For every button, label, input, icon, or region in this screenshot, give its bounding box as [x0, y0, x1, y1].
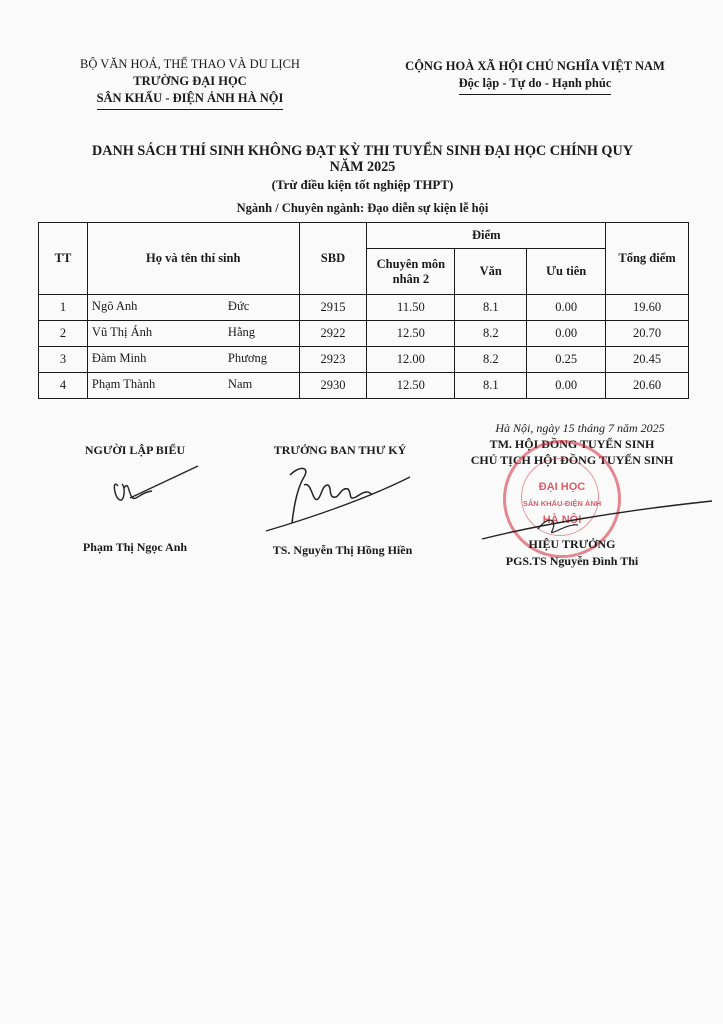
cell-uu-tien: 0.25 — [527, 347, 606, 373]
header-uu-tien: Ưu tiên — [527, 249, 606, 295]
cell-last-name: Phạm Thành — [91, 377, 156, 391]
cell-van: 8.1 — [455, 295, 527, 321]
secretary-name: TS. Nguyễn Thị Hồng Hiền — [272, 543, 413, 557]
header-diem: Điểm — [367, 223, 606, 249]
title-line1: DANH SÁCH THÍ SINH KHÔNG ĐẠT KỲ THI TUYỂN SINH ĐẠI HỌC CHÍNH QUY — [92, 143, 633, 159]
cell-name — [87, 347, 299, 373]
major-label: Ngành / Chuyên ngành: Đạo diễn sự kiện lễ hội — [236, 201, 489, 215]
header-tong: Tổng điểm — [606, 223, 689, 295]
document-title — [40, 143, 685, 175]
cell-sbd: 2915 — [299, 295, 367, 321]
header-van: Văn — [455, 249, 527, 295]
cell-sbd: 2923 — [299, 347, 367, 373]
cell-uu-tien: 0.00 — [527, 321, 606, 347]
ministry-name: BỘ VĂN HOÁ, THỂ THAO VÀ DU LỊCH — [80, 57, 300, 71]
table-row — [39, 321, 689, 347]
republic-name: CỘNG HOÀ XÃ HỘI CHỦ NGHĨA VIỆT NAM — [405, 59, 665, 73]
cell-tong: 20.70 — [606, 321, 689, 347]
rector-title: HIỆU TRƯỞNG — [528, 537, 616, 551]
title-line2: NĂM 2025 — [329, 159, 396, 175]
cell-last-name: Ngô Anh — [91, 299, 138, 313]
stamp-line1: ĐẠI HỌC — [538, 481, 586, 493]
preparer-name: Phạm Thị Ngọc Anh — [82, 540, 188, 554]
cell-tt: 3 — [39, 347, 88, 373]
table-row — [39, 373, 689, 399]
table-row — [39, 295, 689, 321]
cell-name — [87, 295, 299, 321]
cell-sbd: 2922 — [299, 321, 367, 347]
cell-first-name: Đức — [227, 299, 250, 313]
table-row — [39, 347, 689, 373]
cell-uu-tien: 0.00 — [527, 373, 606, 399]
date-line: Hà Nội, ngày 15 tháng 7 năm 2025 — [495, 421, 665, 435]
rector-name: PGS.TS Nguyễn Đình Thi — [505, 554, 639, 568]
cell-uu-tien: 0.00 — [527, 295, 606, 321]
cell-chuyen-mon: 11.50 — [367, 295, 455, 321]
cell-tt: 1 — [39, 295, 88, 321]
cell-last-name: Vũ Thị Ánh — [91, 325, 153, 339]
cell-van: 8.2 — [455, 321, 527, 347]
cell-first-name: Hằng — [227, 325, 255, 339]
school-name-line2: SÂN KHẤU - ĐIỆN ẢNH HÀ NỘI — [97, 90, 284, 110]
preparer-title: NGƯỜI LẬP BIỂU — [84, 443, 186, 457]
cell-tong: 19.60 — [606, 295, 689, 321]
cell-chuyen-mon: 12.00 — [367, 347, 455, 373]
cell-last-name: Đàm Minh — [91, 351, 147, 365]
national-header — [385, 58, 685, 95]
cell-tong: 20.60 — [606, 373, 689, 399]
cell-tt: 4 — [39, 373, 88, 399]
secretary-signature — [260, 455, 420, 535]
header-chuyen-mon: Chuyên môn nhân 2 — [367, 249, 455, 295]
school-name-line1: TRƯỜNG ĐẠI HỌC — [133, 74, 247, 88]
secretary-title: TRƯỞNG BAN THƯ KÝ — [273, 443, 407, 457]
cell-sbd: 2930 — [299, 373, 367, 399]
header-tt: TT — [39, 223, 88, 295]
council-line2: CHỦ TỊCH HỘI ĐỒNG TUYỂN SINH — [470, 453, 674, 467]
cell-tong: 20.45 — [606, 347, 689, 373]
cell-name — [87, 321, 299, 347]
results-table — [38, 222, 689, 399]
title-note: (Trừ điều kiện tốt nghiệp THPT) — [271, 177, 454, 192]
header-name: Họ và tên thí sinh — [87, 223, 299, 295]
stamp-line2: SÂN KHẤU-ĐIỆN ẢNH — [522, 499, 602, 508]
cell-chuyen-mon: 12.50 — [367, 373, 455, 399]
cell-chuyen-mon: 12.50 — [367, 321, 455, 347]
council-line1: TM. HỘI ĐỒNG TUYỂN SINH — [489, 437, 655, 451]
cell-van: 8.2 — [455, 347, 527, 373]
cell-tt: 2 — [39, 321, 88, 347]
cell-first-name: Nam — [227, 377, 253, 391]
cell-name — [87, 373, 299, 399]
preparer-signature — [100, 458, 210, 508]
header-sbd: SBD — [299, 223, 367, 295]
cell-first-name: Phương — [227, 351, 268, 365]
national-motto: Độc lập - Tự do - Hạnh phúc — [459, 75, 612, 95]
stamp-line3: HÀ NỘI — [542, 514, 582, 526]
issuer-block — [60, 56, 320, 110]
cell-van: 8.1 — [455, 373, 527, 399]
